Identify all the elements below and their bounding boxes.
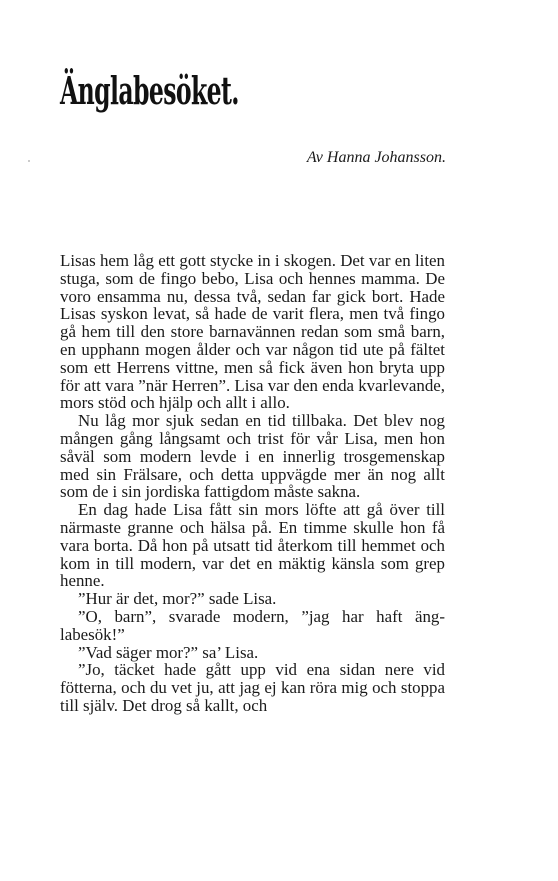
- chapter-title: Änglabesöket.: [60, 68, 239, 113]
- paragraph: Lisas hem låg ett gott stycke in i skogen. Det var en liten stuga, som de fingo bebo, Lisa och hennes mamma. De voro ensamma nu, dessa två, sedan far gick bort. Hade Lisas syskon levat, så hade de varit flera, men två fingo gå hem till den store barnavännen redan som små barn, en upphann mogen ålder och var någon tid ute på fältet som ett Herrens vittne, men så fick även hon bryta upp för att vara ”när Herren”. Lisa var den enda kvarlevande, mors stöd och hjälp och allt i allo.: [60, 251, 445, 413]
- paragraph: Nu låg mor sjuk sedan en tid tillbaka. Det blev nog mången gång långsamt och trist för vår Lisa, men hon såväl som modern levde i en innerlig trosgemenskap med sin Frälsare, och detta uppvägde mer än nog allt som de i sin jordiska fattigdom måste sakna.: [60, 411, 445, 502]
- paragraph: En dag hade Lisa fått sin mors löfte att gå över till närmaste granne och hälsa på. En timme skulle hon få vara borta. Då hon på utsatt tid återkom till hemmet och kom in till modern, var det en mäktig känsla som grep henne.: [60, 500, 445, 591]
- paragraph: ”Jo, täcket hade gått upp vid ena sidan nere vid fötterna, och du vet ju, att jag ej kan röra mig och stoppa till själv. Det drog så kallt, och: [60, 660, 445, 715]
- paragraph: ”Vad säger mor?” sa’ Lisa.: [78, 642, 259, 662]
- margin-speck: [28, 160, 30, 162]
- author-byline: Av Hanna Johansson.: [306, 149, 446, 166]
- body-text: [60, 252, 445, 715]
- paragraph: ”Hur är det, mor?” sade Lisa.: [78, 589, 277, 609]
- paragraph: ”O, barn”, svarade modern, ”jag har haft änglabesök!”: [60, 606, 445, 644]
